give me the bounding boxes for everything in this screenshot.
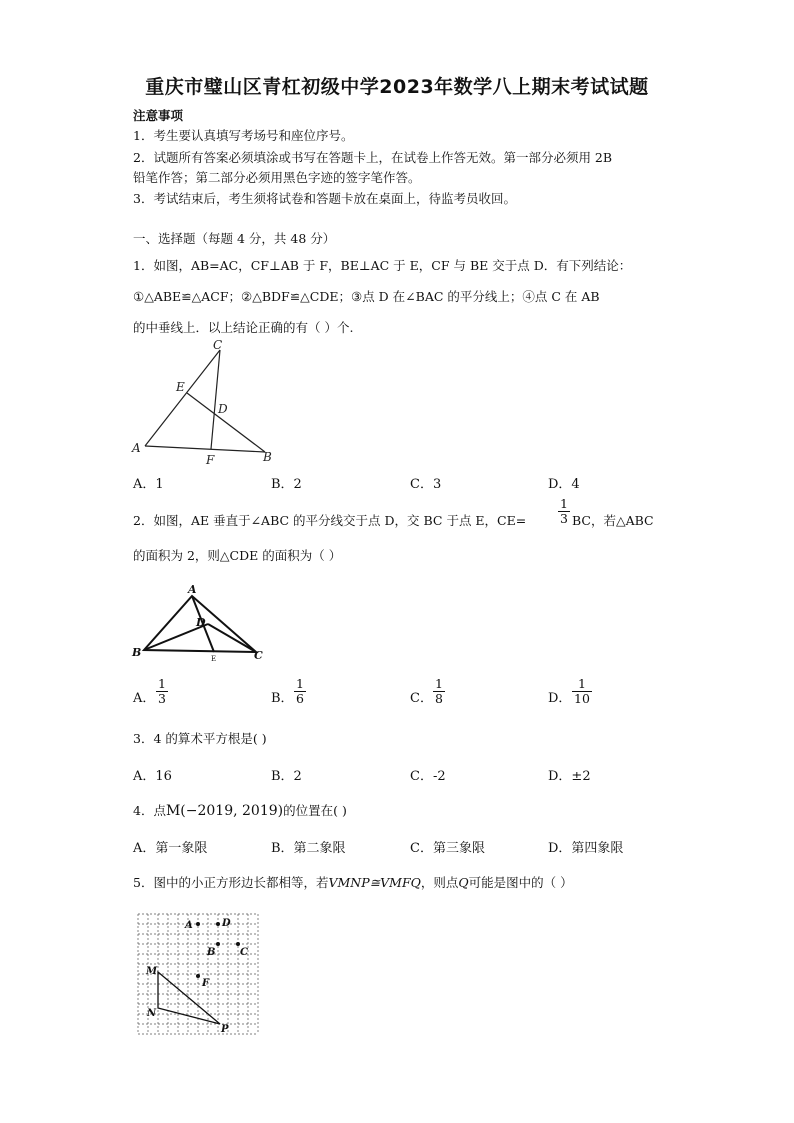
q1-label-b: B: [263, 450, 272, 464]
q5-stem-suffix: 可能是图中的（ ）: [468, 875, 573, 890]
q1-option-d[interactable]: D．4: [548, 477, 580, 492]
q5-point-q: Q: [458, 875, 469, 890]
q4-option-c[interactable]: C．第三象限: [410, 841, 485, 856]
q2-option-d-letter: D．: [548, 691, 572, 706]
q2-label-a: A: [188, 583, 197, 596]
q4-option-a[interactable]: A．第一象限: [133, 841, 208, 856]
q3-option-d[interactable]: D．±2: [548, 769, 591, 784]
q2-fraction: [558, 497, 570, 526]
q1-side-ac: [145, 350, 220, 446]
q1-label-d: D: [218, 402, 228, 416]
q2-option-d-fraction: [572, 677, 592, 706]
q2-option-a-num: 1: [158, 676, 166, 691]
q2-option-b[interactable]: [271, 687, 294, 706]
notice-item-2-cont: 铅笔作答；第二部分必须用黑色字迹的签字笔作答。: [133, 170, 421, 185]
q5-stem-prefix: 5．图中的小正方形边长都相等，若: [133, 875, 329, 890]
q2-segment-dc: [208, 624, 256, 652]
q1-label-f: F: [206, 453, 215, 467]
q2-fraction-numerator: 1: [560, 496, 568, 511]
q2-line-1a: 2．如图，AE 垂直于∠ABC 的平分线交于点 D，交 BC 于点 E，CE=: [133, 513, 527, 528]
q1-line-1: 1．如图，AB=AC，CF⊥AB 于 F，BE⊥AC 于 E，CF 与 BE 交于点 D．有下列结论：: [133, 258, 632, 273]
q2-option-c-letter: C．: [410, 691, 433, 706]
q5-label-m: M: [146, 966, 158, 977]
q5-point-b: [216, 942, 220, 946]
q2-fraction-denominator: 3: [560, 511, 568, 526]
q3-stem: 3．4 的算术平方根是( ): [133, 731, 267, 746]
q5-label-f: F: [202, 978, 210, 989]
q4-point: M(−2019, 2019): [165, 803, 284, 819]
q3-option-c[interactable]: C．-2: [410, 769, 446, 784]
q1-triangle-figure: [125, 336, 285, 471]
q2-line-1b: BC，若△ABC: [572, 513, 654, 528]
q2-option-b-letter: B．: [271, 691, 294, 706]
q5-point-f: [196, 974, 200, 978]
q2-option-d[interactable]: [548, 687, 571, 706]
q5-stem: [133, 873, 573, 891]
q2-option-b-fraction: [294, 677, 306, 706]
q5-congruence: VMNP≅VMFQ: [328, 875, 421, 890]
q1-option-a[interactable]: A．1: [133, 477, 164, 492]
q5-point-d: [216, 922, 220, 926]
q2-option-c-den: 8: [435, 691, 443, 706]
q5-label-b: B: [207, 947, 216, 958]
q4-stem-suffix: 的位置在( ): [283, 803, 347, 818]
q5-grid-figure: [136, 912, 268, 1040]
q5-point-a: [196, 922, 200, 926]
q2-option-a[interactable]: [133, 687, 155, 706]
notice-item-3: 3．考试结束后，考生须将试卷和答题卡放在桌面上，待监考员收回。: [133, 191, 516, 206]
q4-option-b[interactable]: B．第二象限: [271, 841, 346, 856]
q5-label-a: A: [185, 920, 193, 931]
q3-option-b[interactable]: B．2: [271, 769, 302, 784]
q2-label-d: D: [196, 616, 206, 629]
q2-label-b: B: [132, 646, 142, 659]
q1-label-a: A: [132, 441, 141, 455]
q1-label-e: E: [176, 380, 185, 394]
notice-heading: 注意事项: [133, 108, 184, 123]
q2-triangle-figure: [130, 582, 270, 664]
q2-option-c-num: 1: [435, 676, 443, 691]
q1-option-c[interactable]: C．3: [410, 477, 442, 492]
q2-option-d-den: 10: [574, 691, 590, 706]
q4-stem-prefix: 4．点: [133, 803, 166, 818]
q5-label-d: D: [222, 918, 231, 929]
notice-item-1: 1．考生要认真填写考场号和座位序号。: [133, 128, 354, 143]
q2-label-c: C: [254, 649, 263, 662]
q2-label-e: E: [211, 655, 217, 663]
q2-option-d-num: 1: [572, 677, 592, 692]
q5-point-c: [236, 942, 240, 946]
q4-option-d[interactable]: D．第四象限: [548, 841, 624, 856]
q5-label-n: N: [147, 1008, 157, 1019]
section-heading: 一、选择题（每题 4 分，共 48 分）: [133, 231, 336, 246]
page-title: 重庆市璧山区青杠初级中学2023年数学八上期末考试试题: [145, 76, 649, 98]
q5-stem-mid: ，则点: [420, 875, 459, 890]
q2-option-a-den: 3: [158, 691, 166, 706]
q1-line-3: 的中垂线上．以上结论正确的有（ ）个.: [133, 320, 354, 335]
q1-side-ab: [145, 446, 265, 452]
notice-item-2: 2．试题所有答案必须填涂或书写在答题卡上，在试卷上作答无效。第一部分必须用 2B: [133, 150, 613, 165]
q1-option-b[interactable]: B．2: [271, 477, 302, 492]
q3-option-a[interactable]: A．16: [133, 769, 172, 784]
q5-label-p: P: [221, 1024, 229, 1035]
q2-option-c[interactable]: [410, 687, 433, 706]
q2-option-b-num: 1: [296, 676, 304, 691]
q1-label-c: C: [213, 338, 223, 352]
q5-label-c: C: [240, 947, 248, 958]
q2-option-c-fraction: [433, 677, 445, 706]
q1-line-2: ①△ABE≌△ACF；②△BDF≌△CDE；③点 D 在∠BAC 的平分线上；④点 C 在 AB: [133, 289, 600, 304]
q2-option-a-letter: A．: [133, 691, 156, 706]
q1-segment-cf: [211, 350, 220, 449]
q5-triangle-mnp: [158, 972, 220, 1024]
q2-option-a-fraction: [156, 677, 168, 706]
q4-stem: [133, 801, 347, 819]
q2-option-b-den: 6: [296, 691, 304, 706]
q2-line-2: 的面积为 2，则△CDE 的面积为（ ）: [133, 548, 342, 563]
